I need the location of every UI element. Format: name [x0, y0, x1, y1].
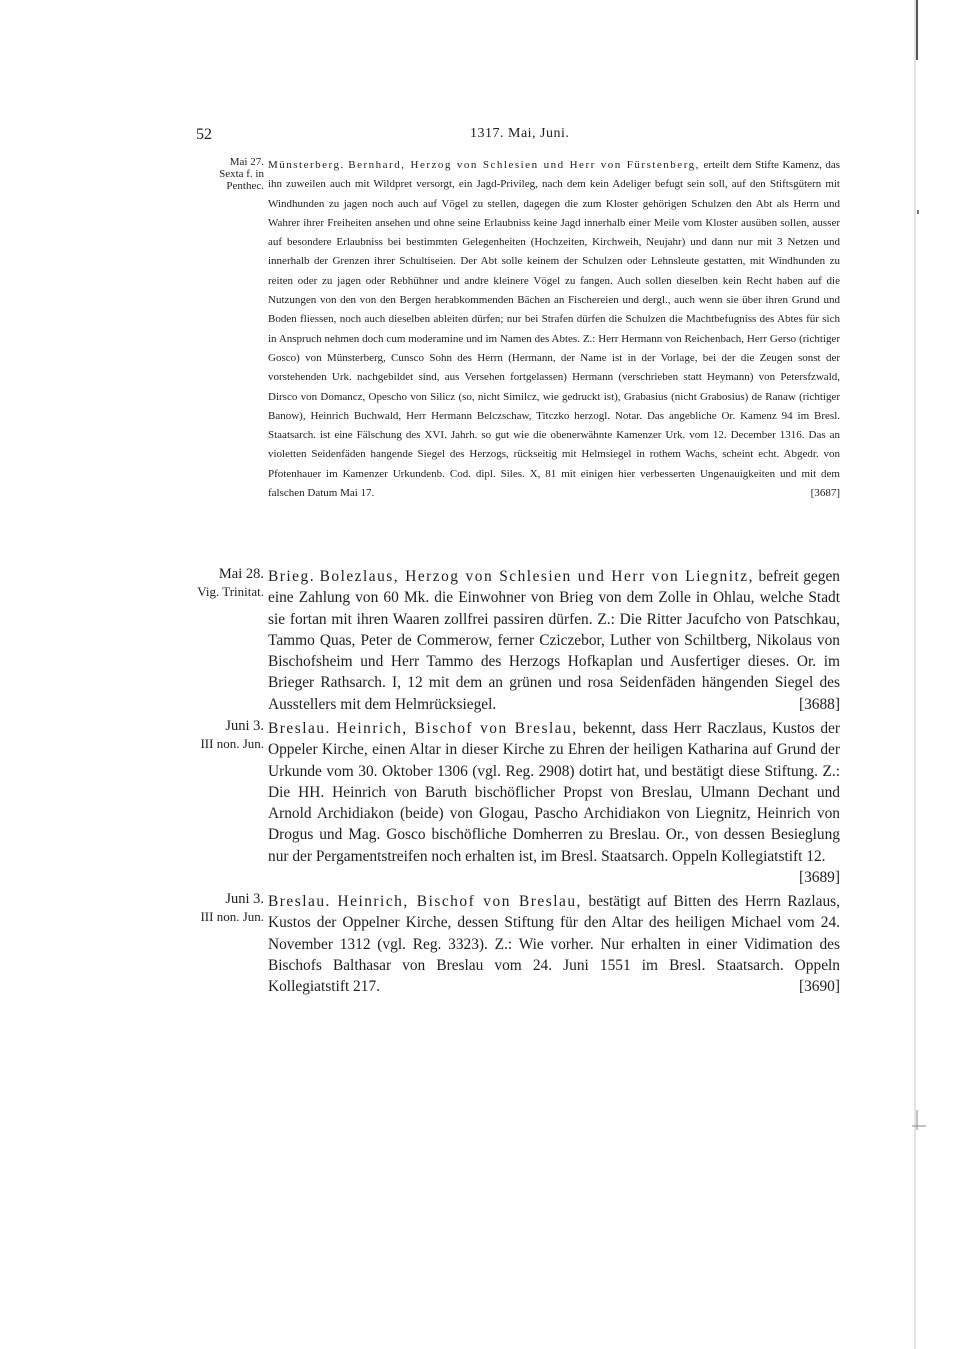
entry-text [268, 156, 840, 503]
entry-date: Juni 3. [225, 891, 264, 907]
entry-date: Juni 3. [225, 718, 264, 734]
margin-date-block [180, 891, 264, 925]
entry-place: Breslau. [268, 720, 331, 737]
margin-date-block [180, 718, 264, 752]
entry-date: Mai 27. [229, 156, 264, 168]
margin-note: III non. Jun. [200, 736, 264, 751]
margin-note: Penthec. [226, 180, 264, 192]
margin-date-block [180, 566, 264, 600]
entry-place: Münsterberg. [268, 159, 345, 171]
regest-number: [3690] [798, 978, 840, 996]
margin-note: Sexta f. in [219, 168, 264, 180]
entry-issuer: Bolezlaus, Herzog von Schlesien und Herr von Liegnitz, [319, 568, 754, 585]
running-title: 1317. Mai, Juni. [470, 126, 570, 141]
entry-text [268, 718, 840, 888]
margin-date-block [180, 156, 264, 192]
entry-issuer: Heinrich, Bischof von Breslau, [336, 720, 578, 737]
entry-body: bestätigt auf Bitten des Herrn Razlaus, Kustos der Oppelner Kirche, dessen Stiftung für den Altar des heiligen Michael vom 24. November 1312 (vgl. Reg. 3323). Z.: Wie vorher. Nur erhalten in einer Vidimation des Bischofs Balthasar von Breslau vom 24. Juni 1551 im Bresl. Staatsarch. Oppeln Kollegiatstift 217. [268, 893, 840, 996]
entry-place: Breslau. [268, 893, 331, 910]
entry-issuer: Heinrich, Bischof von Breslau, [337, 893, 582, 910]
margin-note: III non. Jun. [200, 909, 264, 924]
entry-body: befreit gegen eine Zahlung von 60 Mk. die Einwohner von Brieg von dem Zolle in Ohlau, welche Stadt sie fortan mit ihren Waaren zollfrei passiren dürfen. Z.: Die Ritter Jacufcho von Patschkau, Tammo Quas, Peter de Commerow, ferner Cziczebor, Luther von Schiltberg, Nikolaus von Bischofsheim und Herr Tammo des Herzogs Hofkaplan und Ausfertiger dieses. Or. im Brieger Rathsarch. I, 12 mit dem an grünen und rosa Seidenfäden hängenden Siegel des Ausstellers mit dem Helmrücksiegel. [268, 568, 840, 713]
entry-text [268, 566, 840, 715]
scan-edge-mark [912, 0, 926, 1349]
entry-place: Brieg. [268, 568, 316, 585]
margin-note: Vig. Trinitat. [197, 584, 264, 599]
regest-number: [3688] [798, 695, 840, 713]
entry-body: erteilt dem Stifte Kamenz, das ihn zuweilen auch mit Wildpret versorgt, ein Jagd-Privileg, nach dem kein Adeliger befugt sein soll, auf den Stiftsgütern mit Windhunden zu jagen noch auch auf Vögel zu stellen, dagegen die zum Kloster gehörigen Schulzen den Abt als Herrn und Wahrer ihrer Freiheiten ansehen und ohne seine Erlaubniss keine Jagd innerhalb einer Meile vom Kloster ausüben sollen, ausser auf besondere Erlaubniss bei bestimmten Gelegenheiten (Hochzeiten, Kirchweih, Neujahr) und dann nur mit 3 Netzen und innerhalb der Grenzen ihrer Schultiseien. Der Abt solle keinem der Schulzen oder Lehnsleute gestatten, mit Windhunden zu reiten oder zu jagen oder Rebhühner und andre kleinere Vögel zu fangen. Auch sollen dieselben kein Recht haben auf die Nutzungen von den von den Bergen herabkommenden Bächen an Fischereien und dergl., auch wenn sie über ihren Grund und Boden fliessen, noch auch dieselben ableiten dürfen; nur bei Strafen dürfen die Schulzen die Machtbefugniss des Abtes für sich in Anspruch nehmen doch cum moderamine und im Namen des Abtes. Z.: Herr Hermann von Reichenbach, Herr Gerso (richtiger Gosco) von Münsterberg, Cunsco Sohn des Herrn (Hermann, der Name ist in der Vorlage, bei der die Zeugen sonst der vorstehenden Urk. nachgebildet sind, aus Versehen fortgelassen) Hermann (verschrieben statt Heymann) von Petersfzwald, Dirsco von Domancz, Opescho von Silicz (so, nicht Similcz, wie gedruckt ist), Grabasius (nicht Grabosius) de Ranaw (richtiger Banow), Heinrich Buchwald, Herr Hermann Belczschaw, Titczko herzogl. Notar. Das angebliche Or. Kamenz 94 im Bresl. Staatsarch. ist eine Fälschung des XVI. Jahrh. so gut wie die obenerwähnte Kamenzer Urk. vom 12. December 1316. Das an violetten Seidenfäden hangende Siegel des Herzogs, rückseitig mit Helmsiegel in rothem Wachs, scheint echt. Abgedr. von Pfotenhauer im Kamenzer Urkundenb. Cod. dipl. Siles. X, 81 mit einigen hier verbesserten Ungenauigkeiten und mit dem falschen Datum Mai 17. [268, 159, 841, 500]
page-number: 52 [196, 126, 212, 143]
entry-text [268, 891, 840, 997]
entry-issuer: Bernhard, Herzog von Schlesien und Herr von Fürstenberg, [348, 159, 700, 171]
entry-body: bekennt, dass Herr Raczlaus, Kustos der Oppeler Kirche, einen Altar in dieser Kirche zu Ehren der heiligen Katharina auf Grund der Urkunde vom 30. Oktober 1306 (vgl. Reg. 2908) dotirt hat, und bestätigt diese Stiftung. Z.: Die HH. Heinrich von Baruth bischöflicher Propst von Breslau, Ulmann Dechant und Arnold Archidiakon (beide) von Glogau, Pascho Archidiakon von Liegnitz, Heinrich von Drogus und Mag. Gosco bischöfliche Domherren zu Breslau. Or., von dessen Besieglung nur der Pergamentstreifen noch erhalten ist, im Bresl. Staatsarch. Oppeln Kollegiatstift 12. [268, 720, 840, 865]
entry-date: Mai 28. [218, 566, 264, 582]
regest-number: [3689] [798, 869, 840, 887]
regest-number: [3687] [810, 487, 840, 500]
